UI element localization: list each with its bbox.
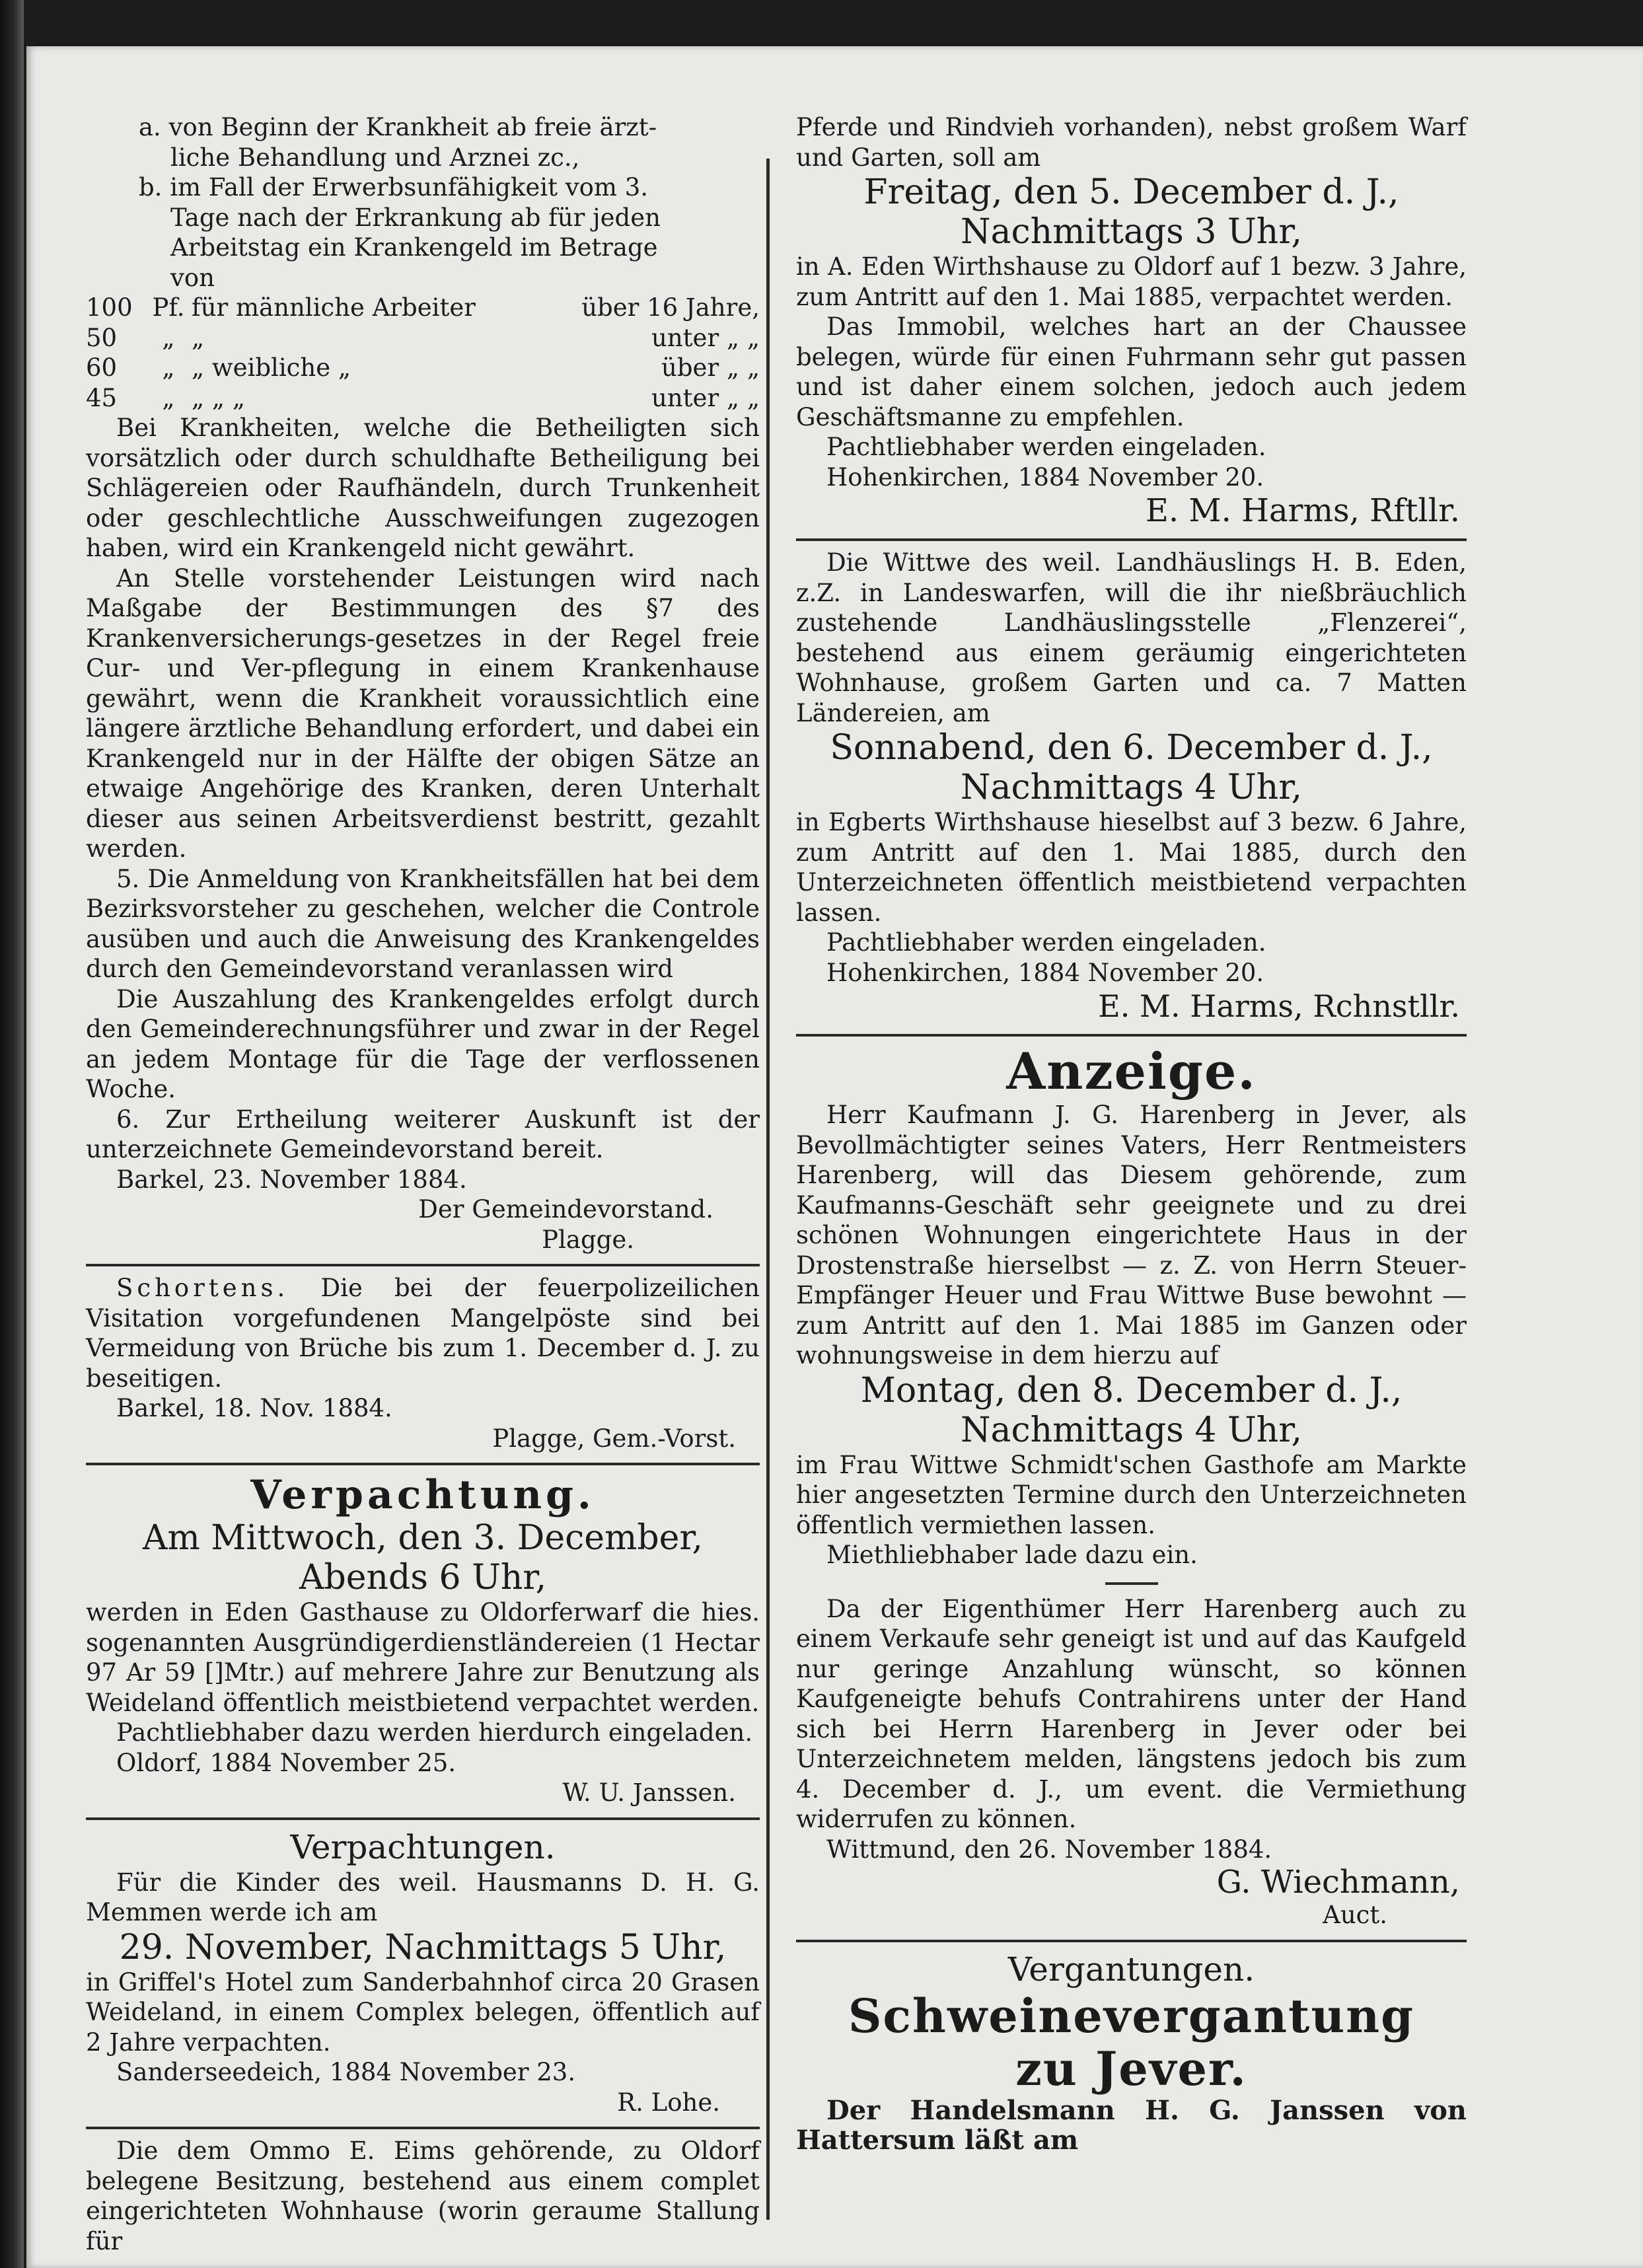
heading-vergantungen: Vergantungen.: [1007, 1950, 1255, 1989]
paragraph-registration: 5. Die Anmeldung von Krankheitsfällen hat bei dem Bezirksvorsteher zu geschehen, welcher die Controle ausüben und auch die Anweisung des Krankengeldes durch den Gemeindevorstand veranlassen wird: [86, 864, 760, 983]
auction-date: Montag, den 8. December d. J.,: [860, 1370, 1403, 1410]
rate-who: für männliche Arbeiter: [192, 293, 476, 322]
signature-name: E. M. Harms, Rftllr.: [1145, 492, 1460, 529]
rate-who: „ weibliche „: [192, 353, 351, 382]
property-text-cont: Pferde und Rindvieh vorhanden), nebst großem Warf und Garten, soll am: [796, 113, 1467, 172]
notice-place-lead: Schortens.: [116, 1274, 289, 1302]
item-a-cont: liche Behandlung und Arznei zc.,: [170, 143, 580, 172]
rate-who: „: [192, 323, 205, 352]
lease-text: in Griffel's Hotel zum Sanderbahnhof circa 20 Grasen Weideland, in einem Complex belegen, öffentlich auf 2 Jahre verpachten.: [86, 1967, 760, 2057]
place-date: Barkel, 18. Nov. 1884.: [116, 1394, 392, 1422]
signature-name: G. Wiechmann,: [1216, 1864, 1460, 1901]
lease-invite: Pachtliebhaber werden eingeladen.: [826, 928, 1266, 957]
vergantung-text: Der Handelsmann H. G. Janssen von Hattersum läßt am: [796, 2094, 1467, 2156]
auction-time: Nachmittags 3 Uhr,: [961, 212, 1302, 252]
signature-name: W. U. Janssen.: [562, 1778, 736, 1807]
signature-office: Der Gemeindevorstand.: [418, 1195, 713, 1224]
rate-amount: 45: [86, 383, 118, 412]
signature-name: E. M. Harms, Rchnstllr.: [1098, 988, 1460, 1024]
announcement-text: im Frau Wittwe Schmidt'schen Gasthofe am Markte hier angesetzten Termine durch den Unterzeichneten öffentlich vermiethen lassen.: [796, 1450, 1467, 1539]
column-divider: [766, 159, 770, 2220]
place-date: Barkel, 23. November 1884.: [116, 1165, 467, 1194]
book-binding-edge: [0, 0, 24, 2268]
auction-date: Am Mittwoch, den 3. December,: [142, 1518, 704, 1558]
table-row: [86, 293, 760, 323]
property-text: Die dem Ommo E. Eims gehörende, zu Oldorf belegene Besitzung, bestehend aus einem complet eingerichteten Wohnhause (worin geraume Stallung für: [86, 2137, 760, 2255]
lease-text: Die Wittwe des weil. Landhäuslings H. B. Eden, z.Z. in Landeswarfen, will die ihr nießbräuchlich zustehende Landhäuslingsstelle „Flenzerei“, bestehend aus einem geräumig eingerichteten Wohnhause, großem Garten und ca. 7 Matten Ländereien, am: [796, 548, 1467, 727]
section-rule: [86, 1463, 760, 1465]
rate-cmp: über „ „: [661, 353, 760, 382]
heading-zu-jever: zu Jever.: [1015, 2041, 1247, 2096]
lease-text: Für die Kinder des weil. Hausmanns D. H. G. Memmen werde ich am: [86, 1868, 760, 1926]
auction-time: Abends 6 Uhr,: [299, 1558, 547, 1597]
section-rule: [796, 538, 1467, 541]
lease-text: in A. Eden Wirthshause zu Oldorf auf 1 bezw. 3 Jahre, zum Antritt auf den 1. Mai 1885, verpachtet werden.: [796, 252, 1467, 311]
section-rule: [86, 1817, 760, 1820]
section-rule: [86, 2127, 760, 2129]
item-b-cont1: Tage nach der Erkrankung ab für jeden: [170, 203, 661, 232]
item-b-cont2: Arbeitstag ein Krankengeld im Betrage: [170, 233, 658, 262]
sick-pay-rates-table: [86, 293, 760, 413]
heading-verpachtungen: Verpachtungen.: [290, 1827, 556, 1866]
notice-schortens: [86, 1273, 760, 1393]
place-date: Oldorf, 1884 November 25.: [116, 1748, 456, 1777]
rate-amount: 100: [86, 293, 133, 322]
rate-unit: „: [162, 323, 175, 352]
heading-anzeige: Anzeige.: [1006, 1042, 1257, 1101]
item-b-cont3: von: [170, 263, 215, 292]
rate-unit: „: [162, 383, 175, 412]
place-date: Wittmund, den 26. November 1884.: [826, 1835, 1272, 1864]
item-b: b. im Fall der Erwerbsunfähigkeit vom 3.: [139, 173, 649, 201]
auction-time: Nachmittags 4 Uhr,: [961, 1410, 1302, 1450]
lease-text: werden in Eden Gasthause zu Oldorferwarf die hies. sogenannten Ausgründigerdienstländereien (1 Hectar 97 Ar 59 []Mtr.) auf mehrere Jahre zur Benutzung als Weideland öffentlich meistbietend verpachtet werden.: [86, 1598, 760, 1717]
signature-name: R. Lohe.: [617, 2088, 720, 2117]
auction-date: Freitag, den 5. December d. J.,: [863, 172, 1399, 212]
announcement-text: Herr Kaufmann J. G. Harenberg in Jever, als Bevollmächtigter seines Vaters, Herr Rentmeisters Harenberg, will das Diesem gehörende, zum Kaufmanns-Geschäft sehr geeignete und zu drei schönen Wohnungen eingerichtete Haus in der Drostenstraße hierselbst — z. Z. von Herrn Steuer-Empfänger Heuer und Frau Wittwe Buse bewohnt — zum Antritt auf den 1. Mai 1885 im Ganzen oder wohnungsweise in dem hierzu auf: [796, 1101, 1467, 1370]
paragraph-information: 6. Zur Ertheilung weiterer Auskunft ist der unterzeichnete Gemeindevorstand bereit.: [86, 1105, 760, 1163]
newspaper-page: [26, 46, 1643, 2268]
paragraph-exclusions: Bei Krankheiten, welche die Betheiligten sich vorsätzlich oder durch schuldhafte Betheiligung bei Schlägereien oder Raufhändeln, durch Trunkenheit oder geschlechtliche Ausschweifungen zugezogen haben, wird ein Krankengeld nicht gewährt.: [86, 414, 760, 562]
right-column: [796, 112, 1467, 2156]
table-row: [86, 323, 760, 353]
heading-schweinevergantung: Schweinevergantung: [848, 1988, 1415, 2043]
left-column: [86, 112, 760, 2256]
short-rule: [1105, 1582, 1158, 1585]
item-a: a. von Beginn der Krankheit ab freie ärzt-: [139, 113, 657, 141]
rate-amount: 60: [86, 353, 118, 382]
paragraph-payment: Die Auszahlung des Krankengeldes erfolgt durch den Gemeinderechnungsführer und zwar in der Regel an jedem Montage für die Tage der verflossenen Woche.: [86, 984, 760, 1103]
rent-invite: Miethliebhaber lade dazu ein.: [826, 1541, 1198, 1569]
table-row: [86, 353, 760, 383]
signature-title: Auct.: [1323, 1901, 1387, 1929]
rate-amount: 50: [86, 323, 118, 352]
rate-unit: Pf.: [152, 293, 185, 322]
lease-invite: Pachtliebhaber dazu werden hierdurch eingeladen.: [116, 1718, 753, 1747]
place-date: Hohenkirchen, 1884 November 20.: [826, 958, 1264, 987]
auction-time: Nachmittags 4 Uhr,: [961, 768, 1302, 807]
signature-name: Plagge.: [542, 1225, 634, 1254]
rate-unit: „: [162, 353, 175, 382]
section-rule: [86, 1264, 760, 1266]
heading-verpachtung: Verpachtung.: [250, 1472, 595, 1518]
signature-name: Plagge, Gem.-Vorst.: [492, 1424, 736, 1453]
place-date: Hohenkirchen, 1884 November 20.: [826, 462, 1264, 492]
rate-cmp: unter „ „: [651, 323, 760, 352]
lease-invite: Pachtliebhaber werden eingeladen.: [826, 433, 1266, 461]
lease-text: in Egberts Wirthshause hieselbst auf 3 bezw. 6 Jahre, zum Antritt auf den 1. Mai 1885, durch den Unterzeichneten öffentlich meistbietend verpachten lassen.: [796, 808, 1467, 927]
place-date: Sanderseedeich, 1884 November 23.: [116, 2058, 576, 2086]
section-rule: [796, 1940, 1467, 1942]
auction-date: 29. November, Nachmittags 5 Uhr,: [119, 1927, 727, 1967]
auction-date: Sonnabend, den 6. December d. J.,: [830, 728, 1433, 768]
rate-who: „ „ „: [192, 383, 246, 412]
notice-text: Die bei der feuerpolizeilichen Visitation vorgefundenen Mangelpöste sind bei Vermeidung von Brüche bis zum 1. December d. J. zu beseitigen.: [86, 1274, 760, 1393]
rate-cmp: über 16 Jahre,: [581, 293, 760, 322]
table-row: [86, 383, 760, 414]
announcement-sale-text: Da der Eigenthümer Herr Harenberg auch zu einem Verkaufe sehr geneigt ist und auf das Kaufgeld nur geringe Anzahlung wünscht, so können Kaufgeneigte behufs Contrahirens unter der Hand sich bei Herrn Harenberg in Jever oder bei Unterzeichnetem melden, längstens jedoch bis zum 4. December d. J., um event. die Vermiethung widerrufen zu können.: [796, 1594, 1467, 1833]
section-rule: [796, 1034, 1467, 1037]
rate-cmp: unter „ „: [651, 383, 760, 412]
paragraph-hospital-care: An Stelle vorstehender Leistungen wird nach Maßgabe der Bestimmungen des §7 des Krankenversicherungs-gesetzes in der Regel freie Cur- und Ver-pflegung in einem Krankenhause gewährt, wenn die Krankheit voraussichtlich eine längere ärztliche Behandlung erfordert, und dabei ein Krankengeld nur in der Hälfte der obigen Sätze an etwaige Angehörige des Kranken, deren Unterhalt dieser aus seinen Arbeitsverdienst bestritt, gezahlt werden.: [86, 564, 760, 863]
property-description: Das Immobil, welches hart an der Chaussee belegen, würde für einen Fuhrmann sehr gut passen und ist daher einem solchen, jedoch auch jedem Geschäftsmanne zu empfehlen.: [796, 312, 1467, 431]
